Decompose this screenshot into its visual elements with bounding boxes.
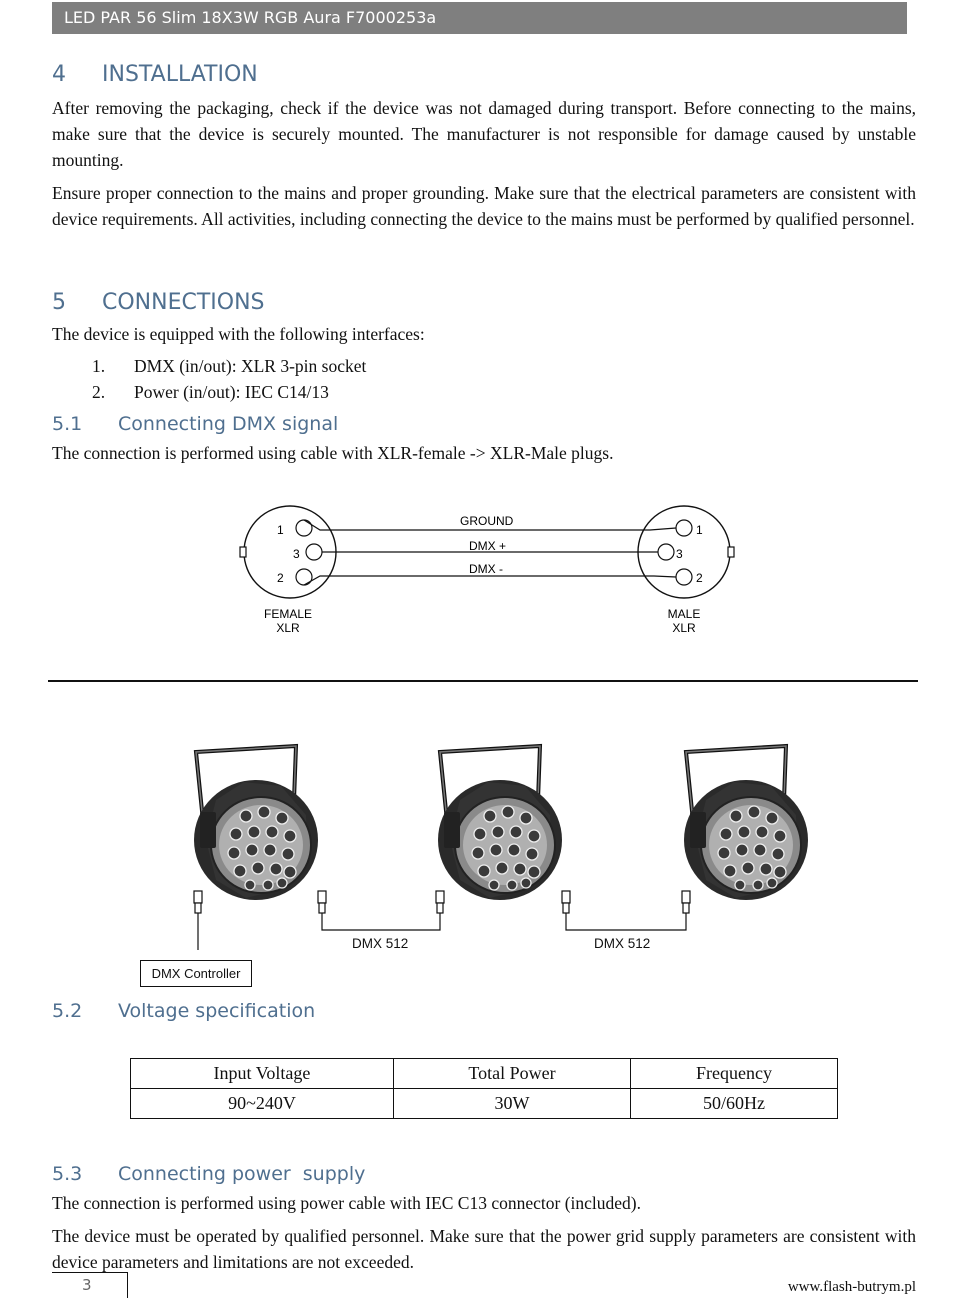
dmx-signal-text: The connection is performed using cable with XLR-female -> XLR-Male plugs. [52, 443, 614, 463]
table-cell: 90~240V [131, 1089, 394, 1119]
website-link[interactable]: www.flash-butrym.pl [787, 1279, 916, 1295]
header-bar [52, 2, 907, 34]
female-pin [306, 544, 322, 560]
power-supply-paragraph-2: The device must be operated by qualified personnel. Make sure that the power grid supply parameters are consistent with device parameters and limitations are not exceeded. [52, 1226, 916, 1272]
male-xlr-label: XLR [672, 621, 696, 635]
section-title: CONNECTIONS [102, 290, 265, 315]
section-heading-installation [52, 62, 258, 87]
connections-intro: The device is equipped with the following interfaces: [52, 324, 425, 344]
xlr-plug-icon [562, 891, 570, 921]
female-xlr-label: FEMALE [263, 607, 313, 621]
xlr-plug-icon [318, 891, 326, 921]
dmx-plus-wire-label: DMX + [469, 539, 507, 553]
section-title: INSTALLATION [102, 62, 258, 87]
xlr-wiring-diagram [220, 500, 760, 645]
subsection-heading-power-supply: 5.3 Connecting power supply [52, 1163, 366, 1185]
table-header-cell: Total Power [393, 1059, 630, 1089]
female-xlr-label: XLR [276, 621, 300, 635]
divider-line [48, 680, 918, 682]
led-par-fixture [684, 746, 808, 900]
female-pin-label: 2 [277, 571, 284, 585]
table-cell: 30W [393, 1089, 630, 1119]
male-pin-label: 2 [696, 571, 703, 585]
page-number: 3 [52, 1272, 128, 1298]
male-pin-label: 3 [676, 547, 683, 561]
voltage-spec-table [130, 1058, 838, 1119]
table-header-cell: Input Voltage [131, 1059, 394, 1089]
section-number: 5 [52, 290, 66, 315]
led-par-fixture [194, 746, 318, 900]
dmx-controller-box: DMX Controller [140, 960, 252, 987]
interface-list-item: 2. Power (in/out): IEC C14/13 [92, 382, 329, 402]
dmx-minus-wire-label: DMX - [469, 562, 503, 576]
subsection-heading-voltage: 5.2 Voltage specification [52, 1000, 316, 1022]
led-par-fixture [438, 746, 562, 900]
section-heading-connections [52, 290, 265, 315]
xlr-plug-icon [436, 891, 444, 921]
male-pin [676, 520, 692, 536]
female-pin [296, 520, 312, 536]
male-pin [676, 569, 692, 585]
table-cell: 50/60Hz [631, 1089, 838, 1119]
dmx-minus-wire [304, 576, 676, 585]
power-supply-paragraph-1: The connection is performed using power cable with IEC C13 connector (included). [52, 1193, 641, 1213]
dmx-link-label: DMX 512 [594, 936, 651, 951]
male-xlr-key [728, 547, 734, 557]
male-pin-label: 1 [696, 523, 703, 537]
female-pin-label: 3 [293, 547, 300, 561]
section-number: 4 [52, 62, 66, 87]
table-row [131, 1059, 838, 1089]
interface-list-item: 1. DMX (in/out): XLR 3-pin socket [92, 356, 367, 376]
xlr-plug-icon [194, 891, 202, 921]
male-pin [658, 544, 674, 560]
dmx-cable [322, 921, 440, 930]
table-row [131, 1089, 838, 1119]
dmx-cable [566, 921, 686, 930]
installation-paragraph-2: Ensure proper connection to the mains and proper grounding. Make sure that the electrical parameters are consistent with device requirements. All activities, including connecting the device to the mains must be performed by qualified personnel. [52, 183, 916, 229]
xlr-plug-icon [682, 891, 690, 921]
female-xlr-key [240, 547, 246, 557]
subsection-heading-dmx-signal: 5.1 Connecting DMX signal [52, 413, 339, 435]
dmx-chain-diagram [0, 735, 960, 950]
dmx-link-label: DMX 512 [352, 936, 409, 951]
male-xlr-label: MALE [667, 607, 701, 621]
female-pin [296, 569, 312, 585]
table-header-cell: Frequency [631, 1059, 838, 1089]
installation-paragraph-1: After removing the packaging, check if the device was not damaged during transport. Before connecting to the mains, make sure that the device is securely mounted. The manufacturer is not responsible for damage caused by unstable mounting. [52, 98, 916, 170]
document-title: LED PAR 56 Slim 18X3W RGB Aura F7000253a [64, 8, 437, 27]
ground-wire-label: GROUND [460, 514, 514, 528]
female-pin-label: 1 [277, 523, 284, 537]
